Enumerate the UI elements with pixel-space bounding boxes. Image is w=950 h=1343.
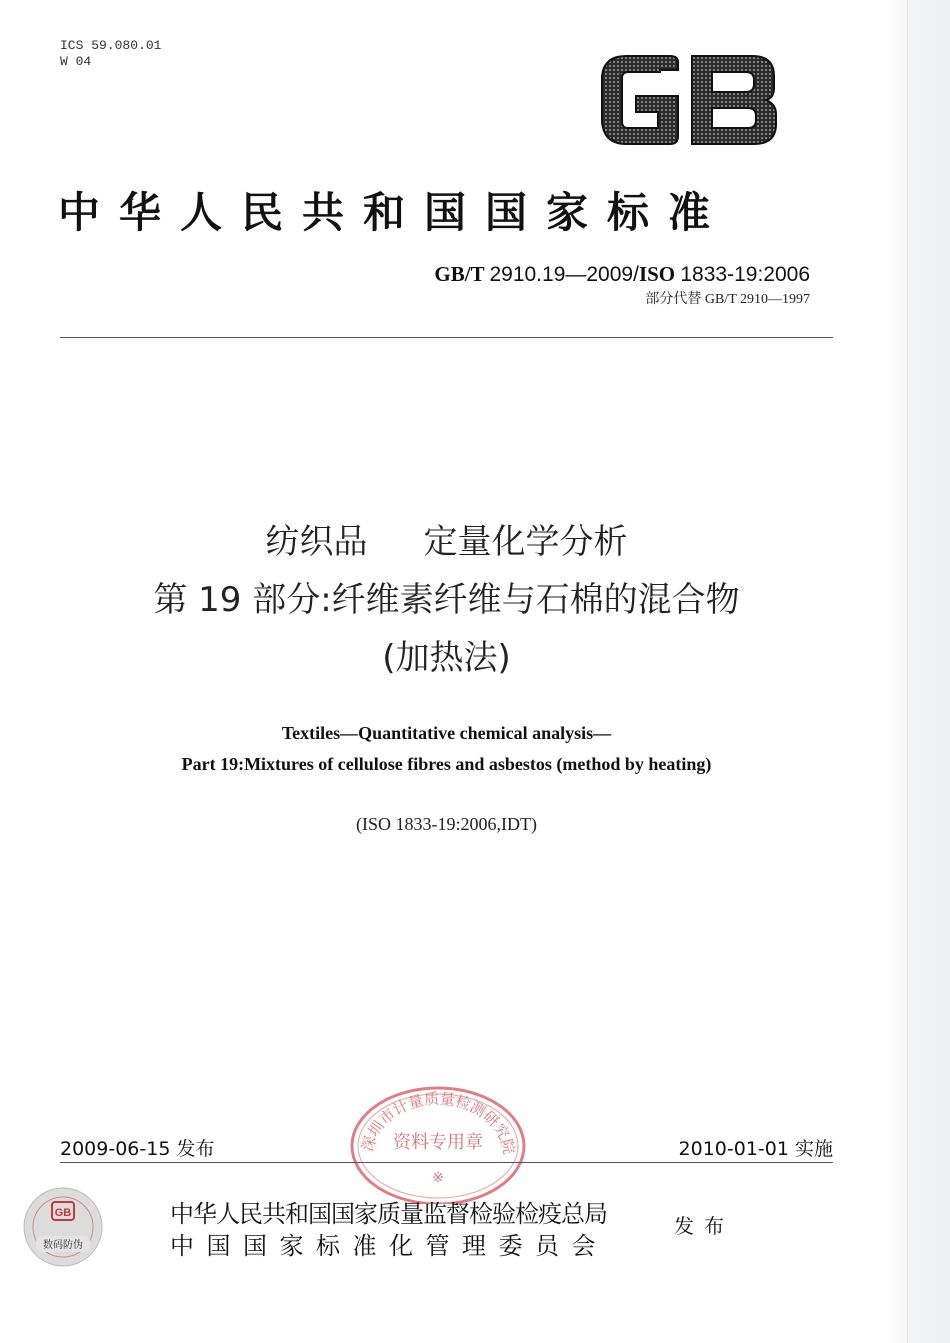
standard-category-title: 中华人民共和国国家标准	[58, 188, 730, 237]
anti-counterfeit-seal	[22, 1186, 104, 1268]
title-zh-line3: (加热法)	[382, 638, 511, 678]
gb-logo	[596, 52, 780, 148]
stamp-inner-text: 资料专用章	[393, 1132, 483, 1153]
gb-prefix: GB/T	[434, 262, 485, 286]
classification-code: W 04	[60, 54, 92, 69]
issuing-authorities	[170, 1194, 608, 1258]
header-divider	[60, 337, 833, 338]
stamp-outer-text: 深圳市计量质量检测研究院	[358, 1089, 519, 1156]
title-zh-line1	[0, 518, 893, 576]
iso-prefix: ISO	[638, 262, 676, 286]
title-chinese	[0, 518, 893, 692]
issuer-sac: 中国国家标准化管理委员会	[170, 1232, 608, 1260]
library-stamp	[346, 1078, 530, 1204]
title-zh-line2: 第 19 部分:纤维素纤维与石棉的混合物	[153, 580, 740, 620]
svg-text:GB: GB	[54, 1207, 72, 1219]
publish-label: 发布	[674, 1214, 734, 1238]
gb-number: 2910.19—2009/	[489, 263, 639, 286]
standard-number-block	[434, 262, 810, 308]
effective-date: 2010-01-01 实施	[678, 1138, 833, 1160]
footer-divider	[60, 1162, 833, 1163]
title-english	[0, 718, 893, 780]
title-zh-part-a: 纺织品	[265, 522, 368, 562]
standard-code	[434, 262, 810, 287]
title-zh-part-b: 定量化学分析	[423, 522, 628, 562]
page-edge-line	[907, 0, 908, 1343]
ics-code-block	[60, 38, 161, 70]
title-en-line1: Textiles—Quantitative chemical analysis—	[281, 723, 612, 743]
issuer-aqsiq: 中华人民共和国国家质量监督检验检疫总局	[170, 1200, 607, 1228]
title-en-line2: Part 19:Mixtures of cellulose fibres and asbestos (method by heating)	[181, 754, 712, 774]
svg-text:※: ※	[432, 1170, 444, 1186]
issue-date: 2009-06-15 发布	[60, 1138, 215, 1160]
iso-equivalence: (ISO 1833-19:2006,IDT)	[356, 814, 537, 834]
replaces-note: 部分代替 GB/T 2910—1997	[645, 292, 810, 307]
ics-code: ICS 59.080.01	[60, 38, 162, 53]
iso-number: 1833-19:2006	[680, 263, 810, 286]
seal-label: 数码防伪	[43, 1240, 83, 1251]
page-edge-shadow	[888, 0, 950, 1343]
